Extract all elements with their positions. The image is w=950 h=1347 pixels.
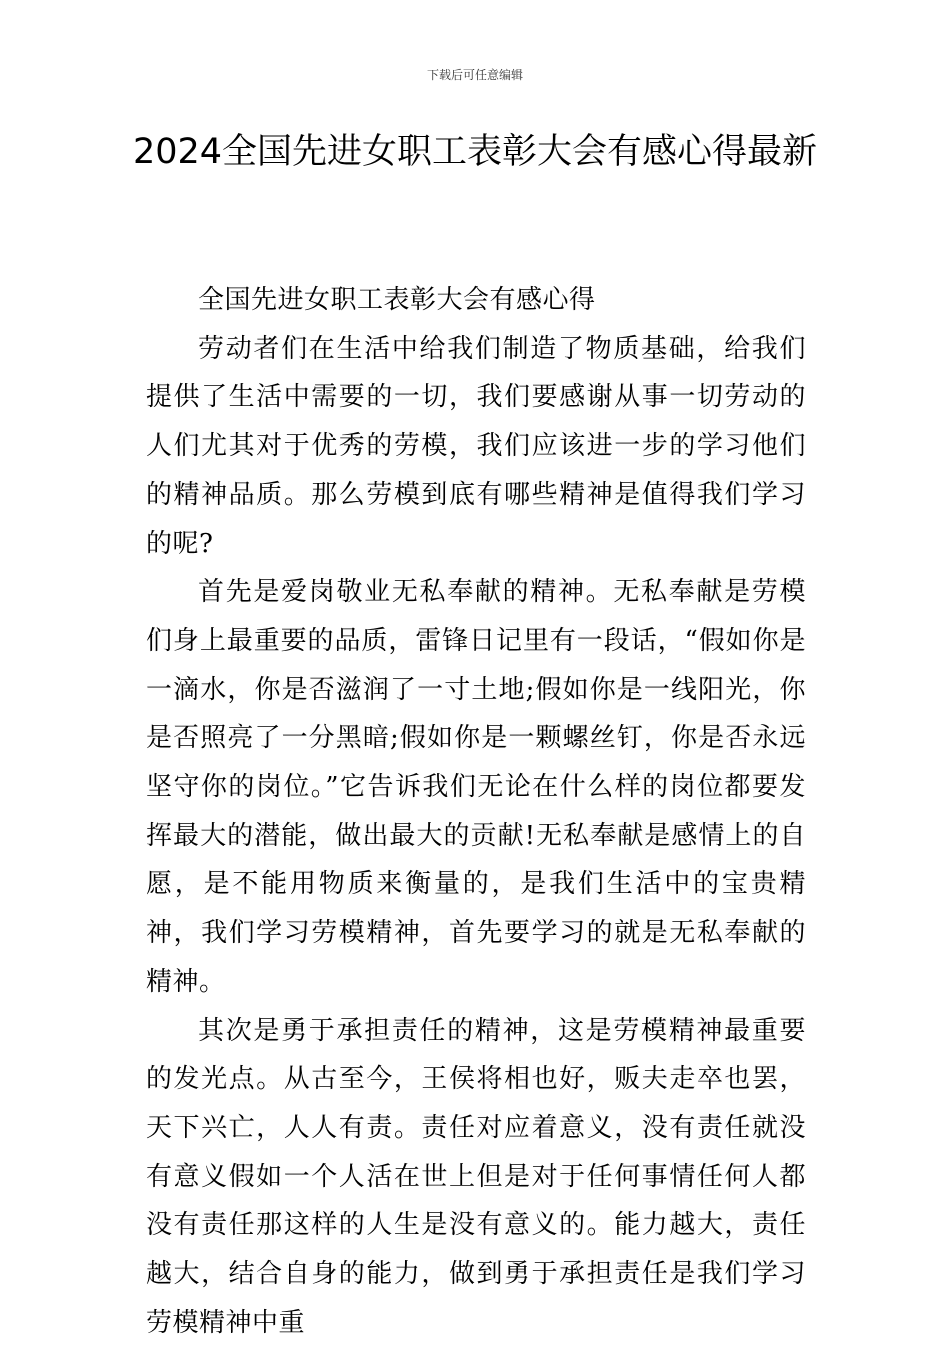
document-body	[146, 276, 806, 1347]
paragraph-intro: 劳动者们在生活中给我们制造了物质基础，给我们提供了生活中需要的一切，我们要感谢从事一切劳动的人们尤其对于优秀的劳模，我们应该进一步的学习他们的精神品质。那么劳模到底有哪些精神是值得我们学习的呢?	[146, 333, 806, 559]
paragraph-subtitle: 全国先进女职工表彰大会有感心得	[198, 285, 596, 315]
paragraph-responsibility: 其次是勇于承担责任的精神，这是劳模精神最重要的发光点。从古至今，王侯将相也好，贩夫走卒也罢，天下兴亡，人人有责。责任对应着意义，没有责任就没有意义假如一个人活在世上但是对于任何事情任何人都没有责任那这样的人生是没有意义的。能力越大，责任越大，结合自身的能力，做到勇于承担责任是我们学习劳模精神中重	[146, 1015, 806, 1338]
paragraph-dedication: 首先是爱岗敬业无私奉献的精神。无私奉献是劳模们身上最重要的品质，雷锋日记里有一段话，“假如你是一滴水，你是否滋润了一寸土地;假如你是一线阳光，你是否照亮了一分黑暗;假如你是一颗螺丝钉，你是否永远坚守你的岗位。”它告诉我们无论在什么样的岗位都要发挥最大的潜能，做出最大的贡献!无私奉献是感情上的自愿，是不能用物质来衡量的，是我们生活中的宝贵精神，我们学习劳模精神，首先要学习的就是无私奉献的精神。	[146, 577, 806, 997]
document-title: 2024全国先进女职工表彰大会有感心得最新	[132, 132, 818, 172]
download-note: 下载后可任意编辑	[426, 68, 523, 82]
